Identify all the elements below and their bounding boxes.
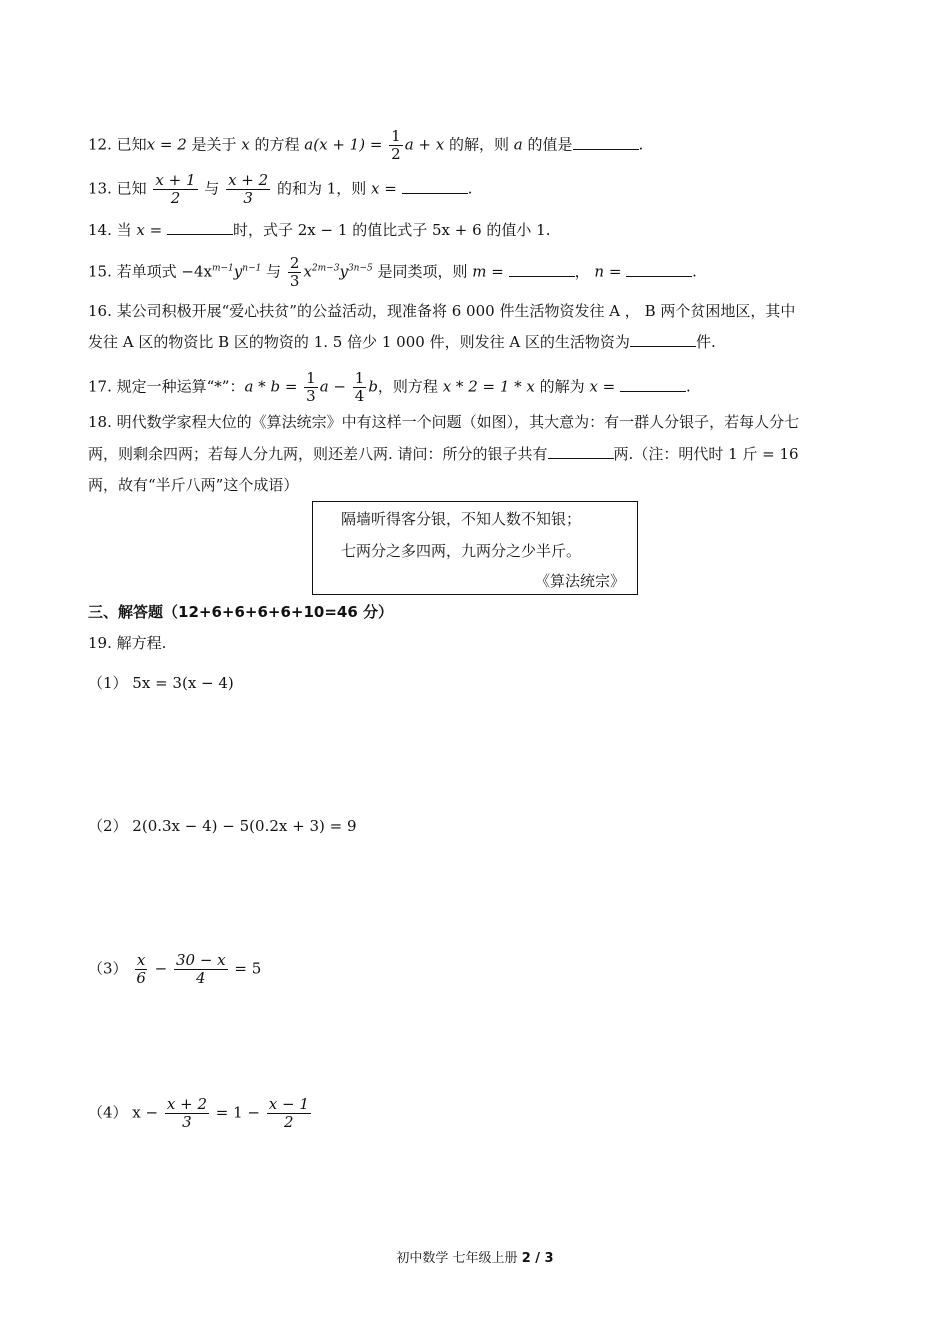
q19-p3-den-1: 6 xyxy=(136,969,146,987)
q19-p4-den-2: 2 xyxy=(284,1113,294,1131)
q12-x: x xyxy=(241,135,250,154)
q19-part-2: （2） 2(0.3x − 4) − 5(0.2x + 3) = 9 xyxy=(88,817,357,835)
q14-mid2: 的值比式子 xyxy=(347,221,432,239)
question-14 xyxy=(88,219,550,241)
q13-f1-den: 2 xyxy=(170,189,181,207)
q19-p4-mid: = 1 − xyxy=(211,1103,265,1122)
poem-line-2: 七两分之多四两，九两分之少半斤。 xyxy=(341,542,582,560)
question-12 xyxy=(88,128,643,163)
q19-p3-fraction-1 xyxy=(134,952,148,987)
q14-mid: 时，式子 xyxy=(232,221,298,239)
q12-lead: 12. 已知 xyxy=(88,135,147,154)
q13-fraction-1 xyxy=(153,172,197,207)
q12-a: a xyxy=(513,135,523,154)
q17-xeq: x = xyxy=(589,377,621,396)
q19-p4-fraction-1 xyxy=(165,1096,209,1131)
q17-num-2: 1 xyxy=(354,369,365,387)
answer-blank-m[interactable] xyxy=(509,262,575,277)
q15-sep: ， xyxy=(574,262,595,281)
question-18-line-1: 18. 明代数学家程大位的《算法统宗》中有这样一个问题（如图），其大意为：有一群人分银子，若每人分七 xyxy=(88,413,800,431)
q17-b: b xyxy=(368,377,378,396)
q19-part-3 xyxy=(88,952,261,987)
q15-exp-2: n−1 xyxy=(242,263,262,274)
poem-source: 《算法统宗》 xyxy=(534,572,625,590)
q18-line2b: 两.（注：明代时 1 斤 = 16 xyxy=(613,445,799,463)
q17-a: a − xyxy=(319,377,351,396)
q13-fraction-2 xyxy=(226,172,270,207)
q12-rhs: a + x xyxy=(404,135,445,154)
page-number: 2 / 3 xyxy=(521,1251,554,1266)
poem-line-1: 隔墙听得客分银，不知人数不知银； xyxy=(341,510,582,528)
q17-lhs: a * b = xyxy=(244,377,303,396)
answer-blank[interactable] xyxy=(620,377,686,392)
q15-exp-4: 3n−5 xyxy=(347,263,373,274)
q18-line2a: 两，则剩余四两；若每人分九两，则还差八两. 请问：所分的银子共有 xyxy=(88,445,548,463)
q14-tail: 的值小 1. xyxy=(481,221,551,239)
q15-monomial-1: −4x xyxy=(181,262,212,281)
q14-expr-2: 5x + 6 xyxy=(431,221,482,239)
q14-expr-1: 2x − 1 xyxy=(297,221,348,239)
q19-p4-num-1: x + 2 xyxy=(166,1095,207,1113)
q12-fraction xyxy=(389,128,403,163)
question-13 xyxy=(88,172,472,207)
q19-p4-num-2: x − 1 xyxy=(268,1095,309,1113)
q19-p3-rhs: = 5 xyxy=(229,959,262,978)
poem-box xyxy=(312,501,638,595)
q19-p3-lead: （3） xyxy=(88,959,133,978)
section-title: 三、解答题（12+6+6+6+6+10=46 分） xyxy=(88,603,394,621)
q17-fraction-1 xyxy=(304,370,318,405)
q13-f2-num: x + 2 xyxy=(228,171,269,189)
q13-xeq: x = xyxy=(371,179,402,198)
page-footer xyxy=(0,1247,950,1266)
question-18-line-2 xyxy=(88,443,799,465)
q17-den-2: 4 xyxy=(354,387,365,405)
q15-meq: m = xyxy=(472,262,509,281)
q13-end: . xyxy=(467,179,473,198)
q17-den-1: 3 xyxy=(306,387,316,405)
q12-tail: 的解，则 xyxy=(444,135,514,154)
q15-num: 2 xyxy=(289,254,300,272)
q16-line2b: 件. xyxy=(695,333,716,351)
q12-tail2: 的值是 xyxy=(522,135,573,154)
answer-blank[interactable] xyxy=(548,444,614,459)
q16-line2a: 发往 A 区的物资比 B 区的物资的 1. 5 倍少 1 000 件，则发往 A 区的生活物资为 xyxy=(88,333,630,351)
q15-x-2: x xyxy=(303,262,312,281)
q12-mid2: 的方程 xyxy=(249,135,305,154)
q17-fraction-2 xyxy=(353,370,367,405)
answer-blank[interactable] xyxy=(167,220,233,235)
q15-tail: 是同类项，则 xyxy=(372,262,473,281)
q12-lhs: a(x + 1) = xyxy=(304,135,388,154)
q19-part-4 xyxy=(88,1096,313,1131)
q15-fraction xyxy=(288,255,302,290)
answer-blank[interactable] xyxy=(402,179,468,194)
answer-blank[interactable] xyxy=(630,332,696,347)
q19-p4-den-1: 3 xyxy=(182,1113,192,1131)
q19-p3-num-2: 30 − x xyxy=(175,951,226,969)
q15-den: 3 xyxy=(289,272,300,290)
question-19-title: 19. 解方程. xyxy=(88,634,167,652)
q19-p3-fraction-2 xyxy=(174,952,228,987)
q19-p3-minus: − xyxy=(149,959,172,978)
question-18-line-3: 两，故有“半斤八两”这个成语） xyxy=(88,476,299,494)
q13-lead: 13. 已知 xyxy=(88,179,152,198)
q17-end: . xyxy=(686,377,691,396)
question-15 xyxy=(88,255,697,290)
q15-end: . xyxy=(692,262,697,281)
answer-blank[interactable] xyxy=(573,135,639,150)
q19-part-1: （1） 5x = 3(x − 4) xyxy=(88,674,234,692)
q19-p4-fraction-2 xyxy=(267,1096,311,1131)
q13-tail: 的和为 1，则 xyxy=(272,179,372,198)
q15-y-2: y xyxy=(339,262,348,281)
q13-f1-num: x + 1 xyxy=(155,171,196,189)
question-17 xyxy=(88,370,691,405)
question-16-line-1: 16. 某公司积极开展“爱心扶贫”的公益活动，现准备将 6 000 件生活物资发往 A ， B 两个贫困地区，其中 xyxy=(88,302,796,320)
q17-tail: ，则方程 xyxy=(377,377,443,396)
q12-end: . xyxy=(638,135,644,154)
q17-equation: x * 2 = 1 * x xyxy=(442,377,535,396)
q15-lead: 15. 若单项式 xyxy=(88,262,182,281)
q15-mid: 与 xyxy=(261,262,286,281)
q14-lead: 14. 当 xyxy=(88,221,137,239)
q15-exp-1: m−1 xyxy=(211,263,234,274)
q19-p3-num-1: x xyxy=(136,951,146,969)
q17-lead: 17. 规定一种运算“*”： xyxy=(88,377,245,396)
q15-neq: n = xyxy=(594,262,627,281)
q15-y-1: y xyxy=(233,262,243,281)
q17-tail2: 的解为 xyxy=(534,377,590,396)
q19-p3-den-2: 4 xyxy=(196,969,206,987)
answer-blank-n[interactable] xyxy=(626,262,692,277)
q14-xeq: x = xyxy=(136,221,167,239)
q13-f2-den: 3 xyxy=(243,189,253,207)
q19-p4-lead: （4） x − xyxy=(88,1103,163,1122)
footer-text: 初中数学 七年级上册 xyxy=(396,1251,522,1266)
q17-num-1: 1 xyxy=(306,369,316,387)
q12-mid: 是关于 xyxy=(186,135,242,154)
q12-den: 2 xyxy=(391,145,401,163)
q13-mid: 与 xyxy=(199,179,225,198)
question-16-line-2 xyxy=(88,331,716,353)
q12-x2: x = 2 xyxy=(146,135,187,154)
q12-num: 1 xyxy=(391,127,401,145)
q15-exp-3: 2m−3 xyxy=(311,263,340,274)
